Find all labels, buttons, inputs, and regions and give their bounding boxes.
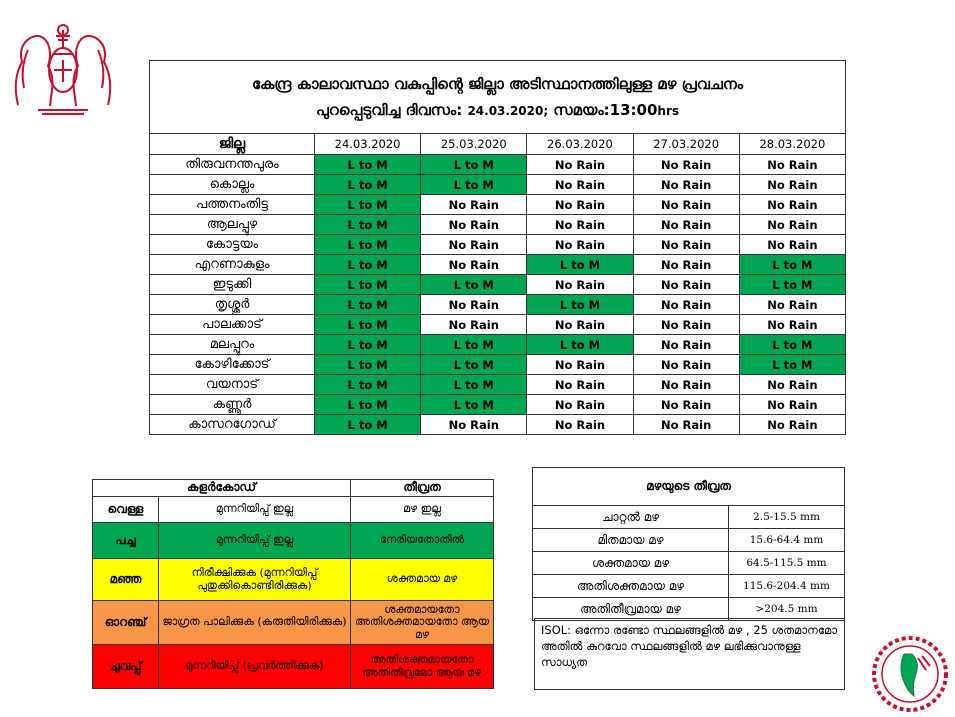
forecast-row: [150, 175, 846, 195]
issued-label: പുറപ്പെടുവിച്ച ദിവസം:: [315, 101, 463, 119]
forecast-cell: No Rain: [633, 195, 739, 215]
forecast-cell: No Rain: [633, 335, 739, 355]
forecast-cell: L to M: [421, 275, 527, 295]
intensity-range: 15.6-64.4 mm: [729, 529, 845, 552]
forecast-cell: L to M: [315, 175, 421, 195]
issued-date: 24.03.2020;: [467, 104, 549, 118]
forecast-cell: No Rain: [739, 395, 845, 415]
intensity-row: [533, 506, 845, 529]
forecast-cell: No Rain: [633, 155, 739, 175]
rain-intensity-title: മഴയുടെ തീവ്രത: [533, 468, 845, 506]
legend-meaning: മുന്നറിയിപ്പ് ഇല്ല: [159, 497, 351, 523]
legend-intensity: മഴ ഇല്ല: [351, 497, 494, 523]
forecast-row: [150, 275, 846, 295]
intensity-label: മിതമായ മഴ: [533, 529, 729, 552]
forecast-cell: L to M: [527, 255, 633, 275]
forecast-row: [150, 315, 846, 335]
intensity-range: 64.5-115.5 mm: [729, 552, 845, 575]
intensity-label: ചാറ്റൽ മഴ: [533, 506, 729, 529]
forecast-header: [149, 60, 846, 133]
district-name: മലപ്പുറം: [150, 335, 315, 355]
forecast-cell: No Rain: [633, 175, 739, 195]
forecast-cell: No Rain: [739, 195, 845, 215]
forecast-row: [150, 215, 846, 235]
forecast-body: [150, 155, 846, 435]
forecast-cell: No Rain: [739, 415, 845, 435]
legend-color-name: ചുവപ്പ്: [93, 645, 159, 689]
forecast-cell: No Rain: [739, 375, 845, 395]
intensity-row: [533, 529, 845, 552]
forecast-row: [150, 295, 846, 315]
forecast-cell: L to M: [315, 395, 421, 415]
date-column-header: 24.03.2020: [315, 134, 421, 155]
forecast-cell: No Rain: [421, 255, 527, 275]
forecast-table: [149, 133, 846, 435]
forecast-cell: L to M: [315, 215, 421, 235]
forecast-cell: L to M: [739, 335, 845, 355]
time-unit: hrs: [657, 104, 680, 118]
legend-row-yellow: [93, 559, 494, 601]
forecast-cell: L to M: [421, 175, 527, 195]
district-name: കണ്ണൂർ: [150, 395, 315, 415]
forecast-cell: No Rain: [739, 155, 845, 175]
forecast-row: [150, 415, 846, 435]
forecast-cell: L to M: [421, 375, 527, 395]
district-name: ആലപ്പുഴ: [150, 215, 315, 235]
forecast-cell: L to M: [315, 335, 421, 355]
forecast-cell: No Rain: [421, 315, 527, 335]
legend-meaning: നിരീക്ഷിക്കുക (മുന്നറിയിപ്പ് പുതുക്കികൊണ്ടിരിക്കുക): [159, 559, 351, 601]
forecast-cell: No Rain: [421, 215, 527, 235]
forecast-cell: No Rain: [633, 395, 739, 415]
forecast-cell: No Rain: [527, 155, 633, 175]
date-column-header: 25.03.2020: [421, 134, 527, 155]
forecast-cell: L to M: [315, 275, 421, 295]
intensity-range: 2.5-15.5 mm: [729, 506, 845, 529]
district-name: പാലക്കാട്: [150, 315, 315, 335]
forecast-cell: No Rain: [527, 195, 633, 215]
forecast-row: [150, 355, 846, 375]
forecast-cell: No Rain: [633, 355, 739, 375]
district-name: തിരുവനന്തപുരം: [150, 155, 315, 175]
legend-intensity: ശക്തമായ മഴ: [351, 559, 494, 601]
forecast-row: [150, 375, 846, 395]
forecast-cell: No Rain: [633, 215, 739, 235]
forecast-cell: L to M: [315, 415, 421, 435]
forecast-cell: No Rain: [421, 415, 527, 435]
forecast-cell: L to M: [315, 155, 421, 175]
forecast-cell: L to M: [421, 395, 527, 415]
legend-color-name: മഞ്ഞ: [93, 559, 159, 601]
forecast-cell: No Rain: [633, 275, 739, 295]
disaster-management-logo-icon: [868, 634, 952, 714]
forecast-cell: L to M: [315, 295, 421, 315]
forecast-cell: L to M: [315, 375, 421, 395]
forecast-cell: No Rain: [633, 415, 739, 435]
forecast-row: [150, 395, 846, 415]
forecast-cell: No Rain: [739, 235, 845, 255]
district-name: എറണാകുളം: [150, 255, 315, 275]
intensity-row: [533, 552, 845, 575]
forecast-row: [150, 195, 846, 215]
forecast-cell: No Rain: [421, 195, 527, 215]
forecast-cell: No Rain: [527, 315, 633, 335]
district-name: വയനാട്: [150, 375, 315, 395]
forecast-row: [150, 335, 846, 355]
forecast-cell: No Rain: [633, 315, 739, 335]
forecast-title: കേന്ദ്ര കാലാവസ്ഥാ വകുപ്പിന്റെ ജില്ലാ അടിസ്ഥാനത്തിലുള്ള മഴ പ്രവചനം: [251, 75, 744, 93]
district-name: കോഴിക്കോട്: [150, 355, 315, 375]
rain-intensity-table: [532, 467, 845, 621]
forecast-cell: No Rain: [421, 295, 527, 315]
intensity-label: അതിതീവ്രമായ മഴ: [533, 598, 729, 621]
forecast-cell: L to M: [315, 255, 421, 275]
legend-row-orange: [93, 601, 494, 645]
intensity-range: 115.6-204.4 mm: [729, 575, 845, 598]
forecast-cell: No Rain: [527, 355, 633, 375]
forecast-cell: No Rain: [527, 275, 633, 295]
forecast-row: [150, 235, 846, 255]
legend-intensity: അതിശക്തമായതോ അതിതീവ്രമോ ആയ മഴ: [351, 645, 494, 689]
legend-intensity-header: തീവ്രത: [351, 480, 494, 497]
forecast-cell: L to M: [527, 335, 633, 355]
district-name: തൃശ്ശൂർ: [150, 295, 315, 315]
forecast-cell: L to M: [739, 355, 845, 375]
forecast-cell: L to M: [739, 255, 845, 275]
forecast-cell: No Rain: [739, 315, 845, 335]
legend-intensity: നേരിയതോതിൽ: [351, 523, 494, 559]
forecast-cell: L to M: [739, 275, 845, 295]
date-column-header: 28.03.2020: [739, 134, 845, 155]
kerala-emblem-icon: [8, 10, 118, 122]
forecast-header-row: [150, 134, 846, 155]
forecast-cell: L to M: [315, 315, 421, 335]
legend-color-name: പച്ച: [93, 523, 159, 559]
legend-meaning: മുന്നറിയിപ്പ് (പ്രവർത്തിക്കുക): [159, 645, 351, 689]
forecast-cell: L to M: [421, 355, 527, 375]
forecast-cell: L to M: [315, 195, 421, 215]
forecast-cell: No Rain: [739, 215, 845, 235]
forecast-cell: No Rain: [421, 235, 527, 255]
district-name: കോട്ടയം: [150, 235, 315, 255]
forecast-cell: No Rain: [633, 375, 739, 395]
forecast-cell: L to M: [315, 355, 421, 375]
district-name: പത്തനംതിട്ട: [150, 195, 315, 215]
forecast-cell: No Rain: [739, 295, 845, 315]
legend-color-code-header: കളർകോഡ്: [93, 480, 351, 497]
district-column-header: ജില്ല: [150, 134, 315, 155]
forecast-cell: No Rain: [633, 235, 739, 255]
forecast-cell: No Rain: [633, 295, 739, 315]
issued-line: [150, 101, 845, 119]
forecast-cell: L to M: [315, 235, 421, 255]
date-column-header: 26.03.2020: [527, 134, 633, 155]
forecast-cell: No Rain: [633, 255, 739, 275]
forecast-cell: No Rain: [527, 235, 633, 255]
legend-row-green: [93, 523, 494, 559]
forecast-cell: No Rain: [527, 395, 633, 415]
legend-meaning: ജാഗ്രത പാലിക്കുക (കരുതിയിരിക്കുക): [159, 601, 351, 645]
forecast-cell: No Rain: [527, 175, 633, 195]
legend-row-red: [93, 645, 494, 689]
time-value: 13:00: [609, 101, 658, 119]
legend-color-name: ഓറഞ്ച്: [93, 601, 159, 645]
forecast-row: [150, 255, 846, 275]
color-code-legend: [92, 479, 494, 689]
forecast-cell: No Rain: [739, 175, 845, 195]
legend-row-white: [93, 497, 494, 523]
forecast-row: [150, 155, 846, 175]
intensity-row: [533, 575, 845, 598]
district-name: കൊല്ലം: [150, 175, 315, 195]
forecast-cell: L to M: [527, 295, 633, 315]
time-label: സമയം:: [553, 101, 610, 119]
date-column-header: 27.03.2020: [633, 134, 739, 155]
district-name: കാസറഗോഡ്: [150, 415, 315, 435]
intensity-label: ശക്തമായ മഴ: [533, 552, 729, 575]
district-name: ഇടുക്കി: [150, 275, 315, 295]
forecast-cell: L to M: [421, 335, 527, 355]
forecast-cell: No Rain: [527, 415, 633, 435]
intensity-range: >204.5 mm: [729, 598, 845, 621]
forecast-cell: No Rain: [527, 375, 633, 395]
isol-note: ISOL: ഒന്നോ രണ്ടോ സ്ഥലങ്ങളിൽ മഴ , 25 ശതമാനമോ അതിൽ കുറവോ സ്ഥലങ്ങളിൽ മഴ ലഭിക്കുവാനുള്ള സാധ്യത: [534, 618, 845, 690]
forecast-cell: L to M: [421, 155, 527, 175]
forecast-cell: No Rain: [527, 215, 633, 235]
legend-meaning: മുന്നറിയിപ്പ് ഇല്ല: [159, 523, 351, 559]
legend-intensity: ശക്തമായതോ അതിശക്തമായതോ ആയ മഴ: [351, 601, 494, 645]
legend-color-name: വെള്ള: [93, 497, 159, 523]
intensity-label: അതിശക്തമായ മഴ: [533, 575, 729, 598]
